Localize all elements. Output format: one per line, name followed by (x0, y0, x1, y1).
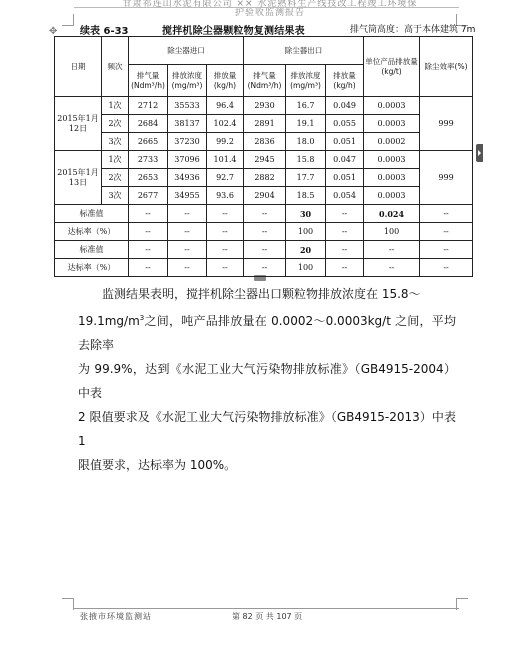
header-in-rate: 排放量(kg/h) (207, 65, 244, 97)
cell-unit: -- (364, 241, 420, 259)
paragraph-line: 为 99.9%，达到《水泥工业大气污染物排放标准》（GB4915-2004）中表 (78, 362, 456, 400)
paragraph-line: 2 限值要求及《水泥工业大气污染物排放标准》（GB4915-2013）中表 1 (78, 410, 456, 448)
cell-out-flow: 2836 (244, 133, 286, 151)
caption-stack-height: 排气筒高度：高于本体建筑 7m (350, 25, 476, 35)
cell-in-rate: -- (207, 205, 244, 223)
header-rule (74, 7, 459, 8)
caption-number: 续表 6-33 (80, 26, 129, 37)
cell-in-rate: -- (207, 259, 244, 277)
cell-in-rate: 92.7 (207, 169, 244, 187)
side-handle-icon[interactable] (476, 144, 483, 162)
table-row (55, 115, 473, 133)
cell-in-conc: -- (168, 205, 207, 223)
cell-in-flow: 2712 (129, 97, 168, 115)
cell-out-flow: 2891 (244, 115, 286, 133)
table-row (55, 97, 473, 115)
cell-out-flow: -- (244, 205, 286, 223)
results-table (54, 36, 473, 277)
cell-out-conc: 19.1 (286, 115, 326, 133)
cell-unit: 0.0003 (364, 187, 420, 205)
cell-out-flow: -- (244, 259, 286, 277)
cell-out-rate: -- (326, 241, 364, 259)
header-freq: 频次 (102, 37, 129, 97)
cell-out-flow: 2904 (244, 187, 286, 205)
cell-summary-label: 达标率（%） (55, 223, 129, 241)
cell-out-rate: -- (326, 223, 364, 241)
cell-in-conc: 37230 (168, 133, 207, 151)
cell-out-conc: 15.8 (286, 151, 326, 169)
header-unit-emission: 单位产品排放量(kg/t) (364, 37, 420, 97)
cell-out-conc: 100 (286, 223, 326, 241)
header-outlet: 除尘器出口 (244, 37, 364, 65)
cell-in-conc: -- (168, 241, 207, 259)
cell-out-flow: -- (244, 223, 286, 241)
cell-in-rate: 93.6 (207, 187, 244, 205)
cell-in-flow: -- (129, 205, 168, 223)
cell-in-flow: 2733 (129, 151, 168, 169)
cell-unit: 0.0003 (364, 97, 420, 115)
crop-mark-bottom-left (62, 598, 74, 610)
table-row-compliance (55, 223, 473, 241)
cell-unit: 0.0003 (364, 115, 420, 133)
cell-summary-label: 达标率（%） (55, 259, 129, 277)
cell-out-rate: -- (326, 205, 364, 223)
cell-out-rate: 0.051 (326, 169, 364, 187)
cell-in-conc: -- (168, 259, 207, 277)
cell-out-conc: 17.7 (286, 169, 326, 187)
footer-organization: 张掖市环境监测站 (80, 612, 152, 621)
cell-out-conc: 30 (286, 205, 326, 223)
cell-in-conc: -- (168, 223, 207, 241)
cell-unit: 0.0003 (364, 151, 420, 169)
cell-in-rate: 101.4 (207, 151, 244, 169)
cell-unit: 100 (364, 223, 420, 241)
page-number: 第 82 页 共 107 页 (232, 612, 303, 621)
paragraph-line: $19.1mg/m^3$之间，吨产品排放量在 0.0002～0.0003kg/t 之间，平均去除率 (78, 314, 456, 352)
cell-in-flow: 2677 (129, 187, 168, 205)
cell-in-conc: 34936 (168, 169, 207, 187)
cell-date: 2015年1月12日 (55, 97, 102, 151)
cell-out-flow: -- (244, 241, 286, 259)
cell-out-flow: 2945 (244, 151, 286, 169)
header-in-flow: 排气量(Ndm³/h) (129, 65, 168, 97)
caption-title: 搅拌机除尘器颗粒物复测结果表 (162, 26, 305, 37)
header-in-conc: 排放浓度(mg/m³) (168, 65, 207, 97)
table-row (55, 151, 473, 169)
cell-out-rate: 0.054 (326, 187, 364, 205)
move-handle-icon[interactable]: ✥ (49, 26, 58, 37)
cell-freq: 3次 (102, 133, 129, 151)
cell-in-flow: 2653 (129, 169, 168, 187)
table-row (55, 169, 473, 187)
cell-out-conc: 18.5 (286, 187, 326, 205)
cell-unit: 0.024 (364, 205, 420, 223)
cell-out-conc: 18.0 (286, 133, 326, 151)
cell-out-rate: 0.051 (326, 133, 364, 151)
cell-in-rate: 102.4 (207, 115, 244, 133)
table-row (55, 187, 473, 205)
cell-efficiency: 999 (420, 151, 473, 205)
header-date: 日期 (55, 37, 102, 97)
cell-freq: 1次 (102, 97, 129, 115)
cell-date: 2015年1月13日 (55, 151, 102, 205)
cell-out-flow: 2882 (244, 169, 286, 187)
cell-out-conc: 16.7 (286, 97, 326, 115)
cell-freq: 3次 (102, 187, 129, 205)
cell-unit: 0.0002 (364, 133, 420, 151)
cell-in-rate: -- (207, 223, 244, 241)
cell-freq: 2次 (102, 115, 129, 133)
cell-efficiency: -- (420, 259, 473, 277)
header-out-conc: 排放浓度(mg/m³) (286, 65, 326, 97)
cell-freq: 1次 (102, 151, 129, 169)
table-caption (66, 20, 476, 36)
cell-freq: 2次 (102, 169, 129, 187)
running-header: 甘肃祁连山水泥有限公司 ×× 水泥熟料生产线技改工程竣工环境保护验收监测报告 (122, 0, 418, 18)
cell-in-rate: 96.4 (207, 97, 244, 115)
cell-out-rate: -- (326, 259, 364, 277)
table-row-standard (55, 205, 473, 223)
cell-summary-label: 标准值 (55, 241, 129, 259)
cell-unit: -- (364, 259, 420, 277)
cell-unit: 0.0003 (364, 169, 420, 187)
footer-rule (74, 608, 459, 609)
cell-efficiency: -- (420, 241, 473, 259)
cell-efficiency: 999 (420, 97, 473, 151)
cell-in-flow: -- (129, 259, 168, 277)
cell-in-conc: 37096 (168, 151, 207, 169)
cell-summary-label: 标准值 (55, 205, 129, 223)
paragraph-line: 监测结果表明，搅拌机除尘器出口颗粒物排放浓度在 15.8～ (102, 287, 421, 301)
header-out-rate: 排放量(kg/h) (326, 65, 364, 97)
cell-in-rate: 99.2 (207, 133, 244, 151)
table-row-standard (55, 241, 473, 259)
cell-in-rate: -- (207, 241, 244, 259)
cell-out-conc: 20 (286, 241, 326, 259)
cell-out-rate: 0.047 (326, 151, 364, 169)
cell-efficiency: -- (420, 223, 473, 241)
table-row-compliance (55, 259, 473, 277)
cell-in-conc: 35533 (168, 97, 207, 115)
header-out-flow: 排气量(Ndm³/h) (244, 65, 286, 97)
cell-in-flow: 2684 (129, 115, 168, 133)
cell-in-flow: -- (129, 223, 168, 241)
cell-out-rate: 0.049 (326, 97, 364, 115)
cell-in-conc: 38137 (168, 115, 207, 133)
table-row (55, 133, 473, 151)
paragraph-line: 限值要求，达标率为 100%。 (78, 458, 237, 472)
cell-in-flow: -- (129, 241, 168, 259)
cell-out-conc: 100 (286, 259, 326, 277)
cell-out-flow: 2930 (244, 97, 286, 115)
cell-out-rate: 0.055 (326, 115, 364, 133)
conclusion-paragraph (78, 282, 456, 477)
cell-in-flow: 2665 (129, 133, 168, 151)
cell-in-conc: 34955 (168, 187, 207, 205)
header-efficiency: 除尘效率(%) (420, 37, 473, 97)
header-inlet: 除尘器进口 (129, 37, 244, 65)
cell-efficiency: -- (420, 205, 473, 223)
